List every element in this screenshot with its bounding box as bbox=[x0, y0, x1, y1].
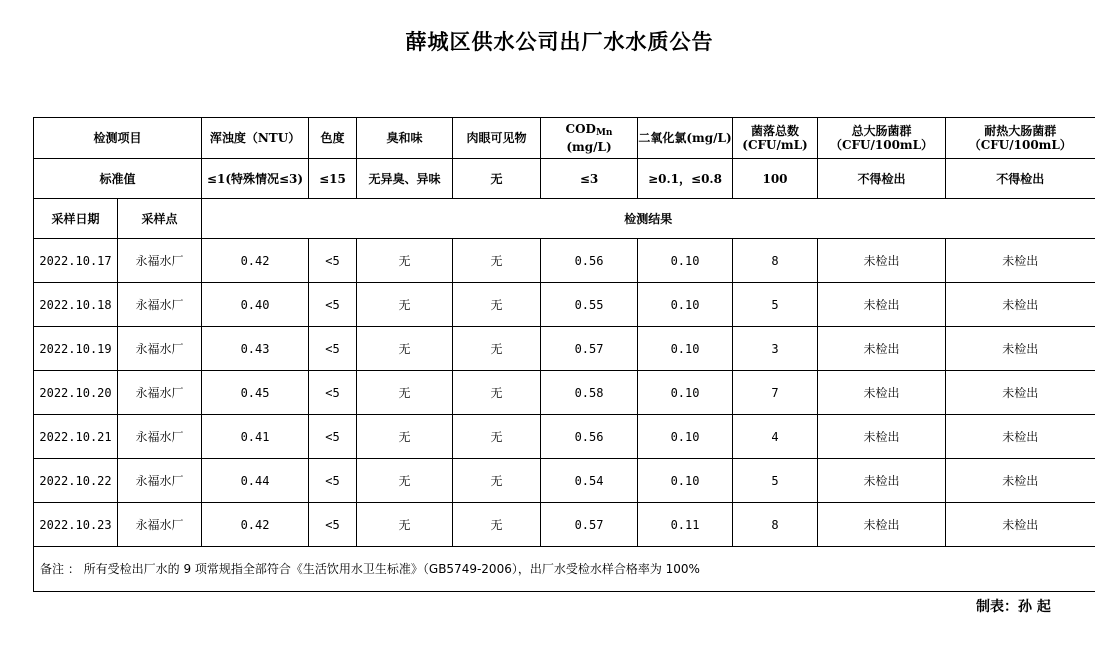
cell-chlorine: 0.10 bbox=[638, 239, 733, 283]
cell-color: <5 bbox=[309, 415, 357, 459]
subheader-row bbox=[34, 199, 1095, 239]
cell-coliform: 未检出 bbox=[818, 327, 946, 371]
cell-turbidity: 0.43 bbox=[202, 327, 309, 371]
standard-cod: ≤3 bbox=[541, 159, 638, 199]
header-cod-sub: Mn bbox=[595, 128, 613, 138]
cell-odor: 无 bbox=[357, 503, 453, 547]
cell-color: <5 bbox=[309, 327, 357, 371]
table-maker: 制表：孙 起 bbox=[976, 599, 1051, 615]
cell-chlorine: 0.10 bbox=[638, 459, 733, 503]
header-thermo-line1: 耐热大肠菌群 bbox=[984, 124, 1057, 138]
header-bacteria bbox=[733, 118, 818, 159]
cell-site: 永福水厂 bbox=[118, 283, 202, 327]
cell-color: <5 bbox=[309, 239, 357, 283]
header-coliform bbox=[818, 118, 946, 159]
cell-site: 永福水厂 bbox=[118, 239, 202, 283]
cell-site: 永福水厂 bbox=[118, 415, 202, 459]
cell-color: <5 bbox=[309, 503, 357, 547]
standard-chlorine: ≥0.1，≤0.8 bbox=[638, 159, 733, 199]
cell-bacteria: 5 bbox=[733, 459, 818, 503]
cell-cod: 0.54 bbox=[541, 459, 638, 503]
header-row bbox=[34, 118, 1095, 159]
table-row bbox=[34, 503, 1095, 547]
cell-thermo: 未检出 bbox=[946, 459, 1095, 503]
subheader-date: 采样日期 bbox=[34, 199, 118, 239]
cell-bacteria: 5 bbox=[733, 283, 818, 327]
note: 备注 ： 所有受检出厂水的 9 项常规指全部符合《生活饮用水卫生标准》（GB5749-2006），出厂水受检水样合格率为 100% bbox=[34, 547, 1095, 592]
cell-turbidity: 0.42 bbox=[202, 503, 309, 547]
cell-turbidity: 0.45 bbox=[202, 371, 309, 415]
table-row bbox=[34, 327, 1095, 371]
cell-date: 2022.10.22 bbox=[34, 459, 118, 503]
table-row bbox=[34, 371, 1095, 415]
cell-bacteria: 3 bbox=[733, 327, 818, 371]
header-bacteria-line1: 菌落总数 bbox=[751, 124, 800, 138]
table-row bbox=[34, 239, 1095, 283]
cell-date: 2022.10.19 bbox=[34, 327, 118, 371]
header-thermo bbox=[946, 118, 1095, 159]
table-row bbox=[34, 459, 1095, 503]
cell-thermo: 未检出 bbox=[946, 503, 1095, 547]
cell-chlorine: 0.10 bbox=[638, 415, 733, 459]
subheader-result: 检测结果 bbox=[202, 199, 1095, 239]
cell-date: 2022.10.21 bbox=[34, 415, 118, 459]
standard-turbidity: ≤1(特殊情况≤3) bbox=[202, 159, 309, 199]
cell-chlorine: 0.10 bbox=[638, 283, 733, 327]
header-chlorine: 二氧化氯(mg/L) bbox=[638, 118, 733, 159]
cell-odor: 无 bbox=[357, 371, 453, 415]
standard-label: 标准值 bbox=[34, 159, 202, 199]
cell-date: 2022.10.20 bbox=[34, 371, 118, 415]
water-quality-table bbox=[33, 117, 1095, 592]
table-row bbox=[34, 415, 1095, 459]
header-item: 检测项目 bbox=[34, 118, 202, 159]
header-coliform-line2: （CFU/100mL） bbox=[829, 138, 934, 152]
cell-bacteria: 8 bbox=[733, 503, 818, 547]
cell-date: 2022.10.17 bbox=[34, 239, 118, 283]
cell-turbidity: 0.42 bbox=[202, 239, 309, 283]
cell-chlorine: 0.10 bbox=[638, 371, 733, 415]
cell-visible: 无 bbox=[453, 327, 541, 371]
table-row bbox=[34, 283, 1095, 327]
cell-thermo: 未检出 bbox=[946, 415, 1095, 459]
cell-site: 永福水厂 bbox=[118, 327, 202, 371]
header-coliform-line1: 总大肠菌群 bbox=[851, 124, 912, 138]
cell-coliform: 未检出 bbox=[818, 415, 946, 459]
standard-bacteria: 100 bbox=[733, 159, 818, 199]
cell-cod: 0.57 bbox=[541, 327, 638, 371]
cell-visible: 无 bbox=[453, 239, 541, 283]
cell-coliform: 未检出 bbox=[818, 371, 946, 415]
cell-bacteria: 4 bbox=[733, 415, 818, 459]
header-bacteria-line2: (CFU/mL) bbox=[742, 138, 808, 152]
cell-thermo: 未检出 bbox=[946, 283, 1095, 327]
cell-odor: 无 bbox=[357, 415, 453, 459]
cell-turbidity: 0.40 bbox=[202, 283, 309, 327]
header-odor: 臭和味 bbox=[357, 118, 453, 159]
data-rows bbox=[34, 239, 1095, 547]
cell-bacteria: 7 bbox=[733, 371, 818, 415]
cell-cod: 0.58 bbox=[541, 371, 638, 415]
cell-odor: 无 bbox=[357, 283, 453, 327]
note-row bbox=[34, 547, 1095, 592]
standard-color: ≤15 bbox=[309, 159, 357, 199]
cell-chlorine: 0.11 bbox=[638, 503, 733, 547]
cell-color: <5 bbox=[309, 371, 357, 415]
cell-color: <5 bbox=[309, 459, 357, 503]
cell-turbidity: 0.44 bbox=[202, 459, 309, 503]
page-title: 薛城区供水公司出厂水水质公告 bbox=[405, 29, 714, 54]
cell-visible: 无 bbox=[453, 503, 541, 547]
cell-cod: 0.57 bbox=[541, 503, 638, 547]
cell-chlorine: 0.10 bbox=[638, 327, 733, 371]
header-visible: 肉眼可见物 bbox=[453, 118, 541, 159]
standard-row bbox=[34, 159, 1095, 199]
cell-visible: 无 bbox=[453, 415, 541, 459]
cell-odor: 无 bbox=[357, 239, 453, 283]
standard-coliform: 不得检出 bbox=[818, 159, 946, 199]
cell-site: 永福水厂 bbox=[118, 459, 202, 503]
header-turbidity: 浑浊度（NTU） bbox=[202, 118, 309, 159]
cell-cod: 0.56 bbox=[541, 239, 638, 283]
cell-coliform: 未检出 bbox=[818, 239, 946, 283]
cell-visible: 无 bbox=[453, 371, 541, 415]
cell-visible: 无 bbox=[453, 459, 541, 503]
subheader-site: 采样点 bbox=[118, 199, 202, 239]
cell-thermo: 未检出 bbox=[946, 239, 1095, 283]
cell-bacteria: 8 bbox=[733, 239, 818, 283]
header-color: 色度 bbox=[309, 118, 357, 159]
cell-cod: 0.55 bbox=[541, 283, 638, 327]
standard-thermo: 不得检出 bbox=[946, 159, 1095, 199]
cell-date: 2022.10.18 bbox=[34, 283, 118, 327]
cell-odor: 无 bbox=[357, 327, 453, 371]
header-thermo-line2: （CFU/100mL） bbox=[968, 138, 1072, 152]
cell-visible: 无 bbox=[453, 283, 541, 327]
cell-coliform: 未检出 bbox=[818, 283, 946, 327]
cell-color: <5 bbox=[309, 283, 357, 327]
cell-turbidity: 0.41 bbox=[202, 415, 309, 459]
standard-odor: 无异臭、异味 bbox=[357, 159, 453, 199]
cell-cod: 0.56 bbox=[541, 415, 638, 459]
cell-coliform: 未检出 bbox=[818, 503, 946, 547]
cell-thermo: 未检出 bbox=[946, 327, 1095, 371]
standard-visible: 无 bbox=[453, 159, 541, 199]
cell-coliform: 未检出 bbox=[818, 459, 946, 503]
cell-site: 永福水厂 bbox=[118, 371, 202, 415]
cell-thermo: 未检出 bbox=[946, 371, 1095, 415]
header-cod-main: COD bbox=[565, 122, 596, 136]
cell-site: 永福水厂 bbox=[118, 503, 202, 547]
cell-date: 2022.10.23 bbox=[34, 503, 118, 547]
header-cod-unit: (mg/L) bbox=[566, 140, 612, 154]
header-cod bbox=[541, 118, 638, 159]
cell-odor: 无 bbox=[357, 459, 453, 503]
